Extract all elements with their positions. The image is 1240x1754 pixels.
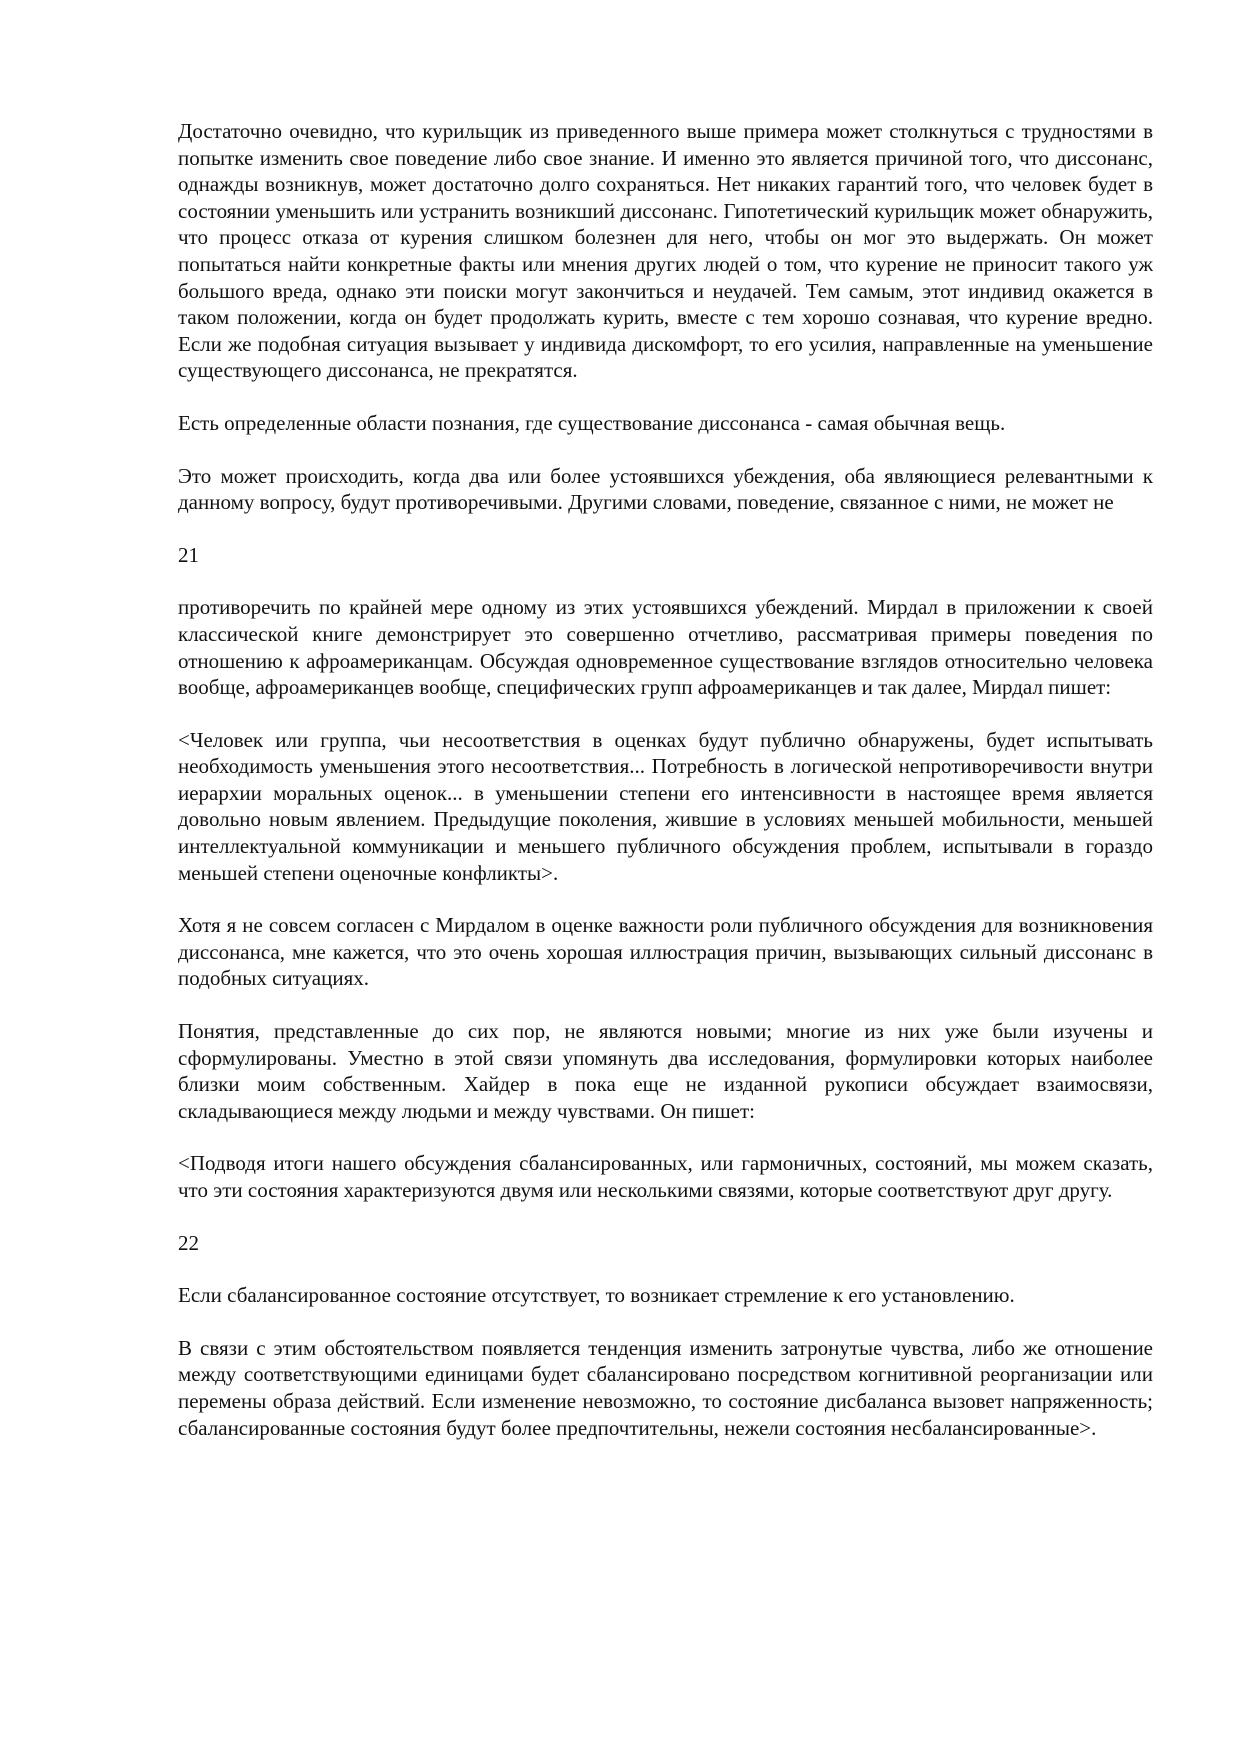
- paragraph: Достаточно очевидно, что курильщик из приведенного выше примера может столкнуться с трудностями в попытке изменить свое поведение либо свое знание. И именно это является причиной того, что диссонанс, однажды возникнув, может достаточно долго сохраняться. Нет никаких гарантий того, что человек будет в состоянии уменьшить или устранить возникший диссонанс. Гипотетический курильщик может обнаружить, что процесс отказа от курения слишком болезнен для него, чтобы он мог это выдержать. Он может попытаться найти конкретные факты или мнения других людей о том, что курение не приносит такого уж большого вреда, однако эти поиски могут закончиться и неудачей. Тем самым, этот индивид окажется в таком положении, когда он будет продолжать курить, вместе с тем хорошо сознавая, что курение вредно. Если же подобная ситуация вызывает у индивида дискомфорт, то его усилия, направленные на уменьшение существующего диссонанса, не прекратятся.: [178, 119, 1153, 383]
- paragraph: В связи с этим обстоятельством появляется тенденция изменить затронутые чувства, либо же отношение между соответствующими единицами будет сбалансировано посредством когнитивной реорганизации или перемены образа действий. Если изменение невозможно, то состояние дисбаланса вызовет напряженность; сбалансированные состояния будут более предпочтительны, нежели состояния несбалансированные>.: [178, 1335, 1153, 1440]
- quote-paragraph: <Человек или группа, чьи несоответствия в оценках будут публично обнаружены, будет испытывать необходимость уменьшения этого несоответствия... Потребность в логической непротиворечивости внутри иерархии моральных оценок... в уменьшении степени его интенсивности в настоящее время является довольно новым явлением. Предыдущие поколения, жившие в условиях меньшей мобильности, меньшей интеллектуальной коммуникации и меньшего публичного обсуждения проблем, испытывали в гораздо меньшей степени оценочные конфликты>.: [178, 727, 1153, 885]
- paragraph: Хотя я не совсем согласен с Мирдалом в оценке важности роли публичного обсуждения для возникновения диссонанса, мне кажется, что это очень хорошая иллюстрация причин, вызывающих сильный диссонанс в подобных ситуациях.: [178, 913, 1153, 991]
- quote-paragraph: <Подводя итоги нашего обсуждения сбалансированных, или гармоничных, состояний, мы можем сказать, что эти состояния характеризуются двумя или несколькими связями, которые соответствуют друг другу.: [178, 1151, 1153, 1202]
- document-page: [178, 118, 1153, 1441]
- page-number: 22: [178, 1230, 199, 1255]
- paragraph: противоречить по крайней мере одному из этих устоявшихся убеждений. Мирдал в приложении к своей классической книге демонстрирует это совершенно отчетливо, рассматривая примеры поведения по отношению к афроамериканцам. Обсуждая одновременное существование взглядов относительно человека вообще, афроамериканцев вообще, специфических групп афроамериканцев и так далее, Мирдал пишет:: [178, 595, 1153, 700]
- paragraph: Это может происходить, когда два или более устоявшихся убеждения, оба являющиеся релевантными к данному вопросу, будут противоречивыми. Другими словами, поведение, связанное с ними, не может не: [178, 463, 1153, 515]
- paragraph: Понятия, представленные до сих пор, не являются новыми; многие из них уже были изучены и сформулированы. Уместно в этой связи упомянуть два исследования, формулировки которых наиболее близки моим собственным. Хайдер в пока еще не изданной рукописи обсуждает взаимосвязи, складывающиеся между людьми и между чувствами. Он пишет:: [178, 1019, 1153, 1123]
- paragraph: Если сбалансированное состояние отсутствует, то возникает стремление к его установлению.: [178, 1283, 1015, 1308]
- page-number: 21: [178, 542, 199, 567]
- paragraph: Есть определенные области познания, где существование диссонанса - самая обычная вещь.: [178, 410, 1006, 435]
